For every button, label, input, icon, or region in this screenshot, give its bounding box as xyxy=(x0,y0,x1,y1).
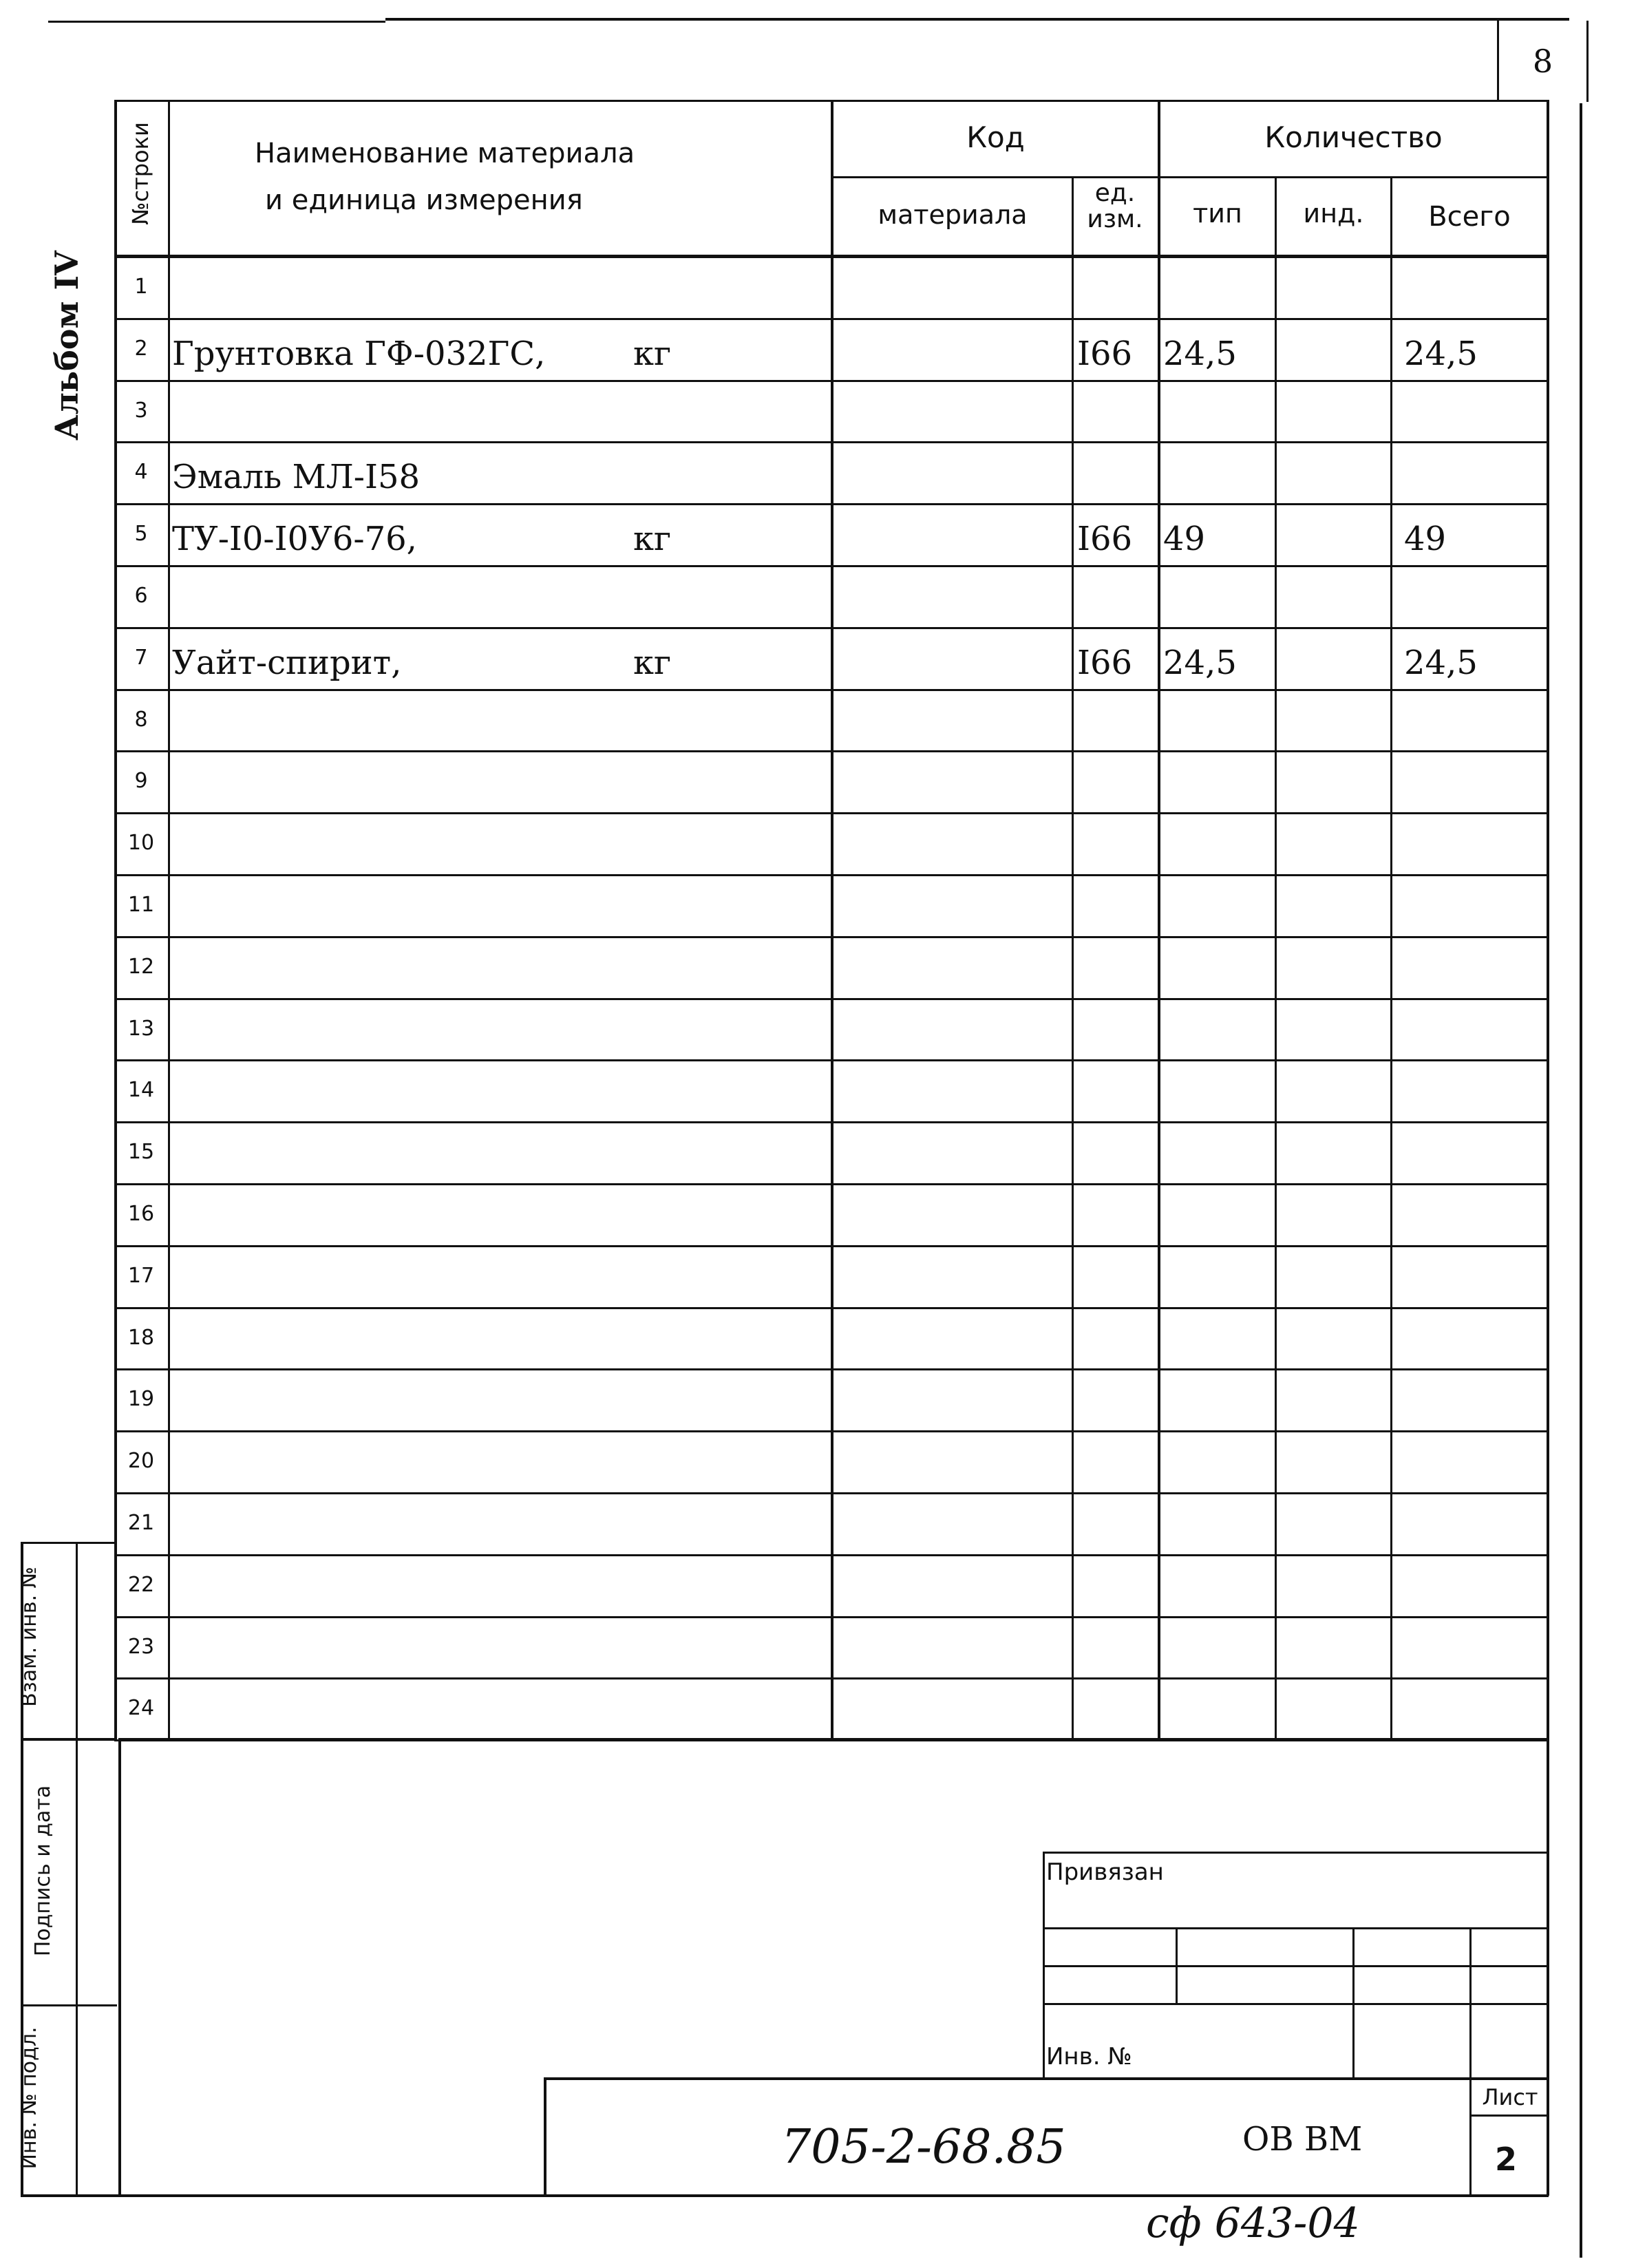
header-qty-type: тип xyxy=(1193,198,1242,229)
row-number: 15 xyxy=(127,1140,155,1165)
row-number: 3 xyxy=(134,398,148,423)
header-name: Наименование материала xyxy=(255,138,635,169)
row-number: 12 xyxy=(127,954,155,979)
doc-code: 705-2-68.85 xyxy=(781,2120,1066,2174)
sheet-label: Лист xyxy=(1482,2084,1538,2110)
qty-total: 49 xyxy=(1404,520,1447,559)
header-code-material: материала xyxy=(878,200,1028,230)
row-number: 2 xyxy=(134,336,148,361)
row-number: 13 xyxy=(127,1016,155,1041)
album-label: Альбом IV xyxy=(48,251,85,441)
header-qty-total: Всего xyxy=(1428,201,1511,233)
side-inv-podl: Инв. № подл. xyxy=(17,2026,41,2170)
unit-name: кг xyxy=(633,334,672,373)
side-vzam-inv: Взам. инв. № xyxy=(17,1567,41,1707)
row-number: 20 xyxy=(127,1449,155,1474)
row-number: 5 xyxy=(134,522,148,547)
row-number: 7 xyxy=(134,645,148,670)
unit-name: кг xyxy=(633,520,672,559)
unit-name: кг xyxy=(633,643,672,682)
row-number: 8 xyxy=(134,707,148,732)
row-number: 14 xyxy=(127,1078,155,1103)
qty-total: 24,5 xyxy=(1404,334,1478,373)
qty-type: 49 xyxy=(1163,520,1206,559)
row-number: 10 xyxy=(127,831,155,856)
header-name-line2: и единица измерения xyxy=(265,184,583,216)
page-number: 8 xyxy=(1532,43,1553,80)
qty-type: 24,5 xyxy=(1163,643,1237,682)
material-name: Уайт-спирит, xyxy=(172,643,402,682)
doc-mark: ОВ ВМ xyxy=(1242,2120,1363,2159)
row-number: 23 xyxy=(127,1634,155,1659)
header-quantity: Количество xyxy=(1264,120,1443,154)
stamp-inv-no: Инв. № xyxy=(1046,2043,1132,2070)
unit-code: I66 xyxy=(1077,643,1133,682)
sheet-number: 2 xyxy=(1494,2141,1517,2178)
header-code-unit: ед. изм. xyxy=(1087,179,1143,233)
row-number: 4 xyxy=(134,460,148,485)
footer-note: сф 643-04 xyxy=(1146,2199,1360,2247)
material-name: ТУ-I0-I0У6-76, xyxy=(172,520,417,559)
unit-code: I66 xyxy=(1077,520,1133,559)
header-row-number: №строки xyxy=(127,122,153,225)
header-qty-ind: инд. xyxy=(1303,198,1364,229)
row-number: 9 xyxy=(134,769,148,794)
row-number: 19 xyxy=(127,1387,155,1412)
row-number: 18 xyxy=(127,1325,155,1350)
unit-code: I66 xyxy=(1077,334,1133,373)
stamp-privyazan: Привязан xyxy=(1046,1858,1164,1886)
row-number: 21 xyxy=(127,1511,155,1535)
material-name: Грунтовка ГФ-032ГС, xyxy=(172,334,546,373)
material-name: Эмаль МЛ-I58 xyxy=(172,458,421,497)
row-number: 16 xyxy=(127,1202,155,1226)
row-number: 6 xyxy=(134,584,148,608)
header-code: Код xyxy=(966,120,1025,154)
row-number: 1 xyxy=(134,275,148,299)
qty-type: 24,5 xyxy=(1163,334,1237,373)
qty-total: 24,5 xyxy=(1404,643,1478,682)
row-number: 17 xyxy=(127,1263,155,1288)
row-number: 11 xyxy=(127,893,155,917)
row-number: 22 xyxy=(127,1572,155,1597)
side-podpis-data: Подпись и дата xyxy=(31,1785,55,1957)
row-number: 24 xyxy=(127,1696,155,1721)
